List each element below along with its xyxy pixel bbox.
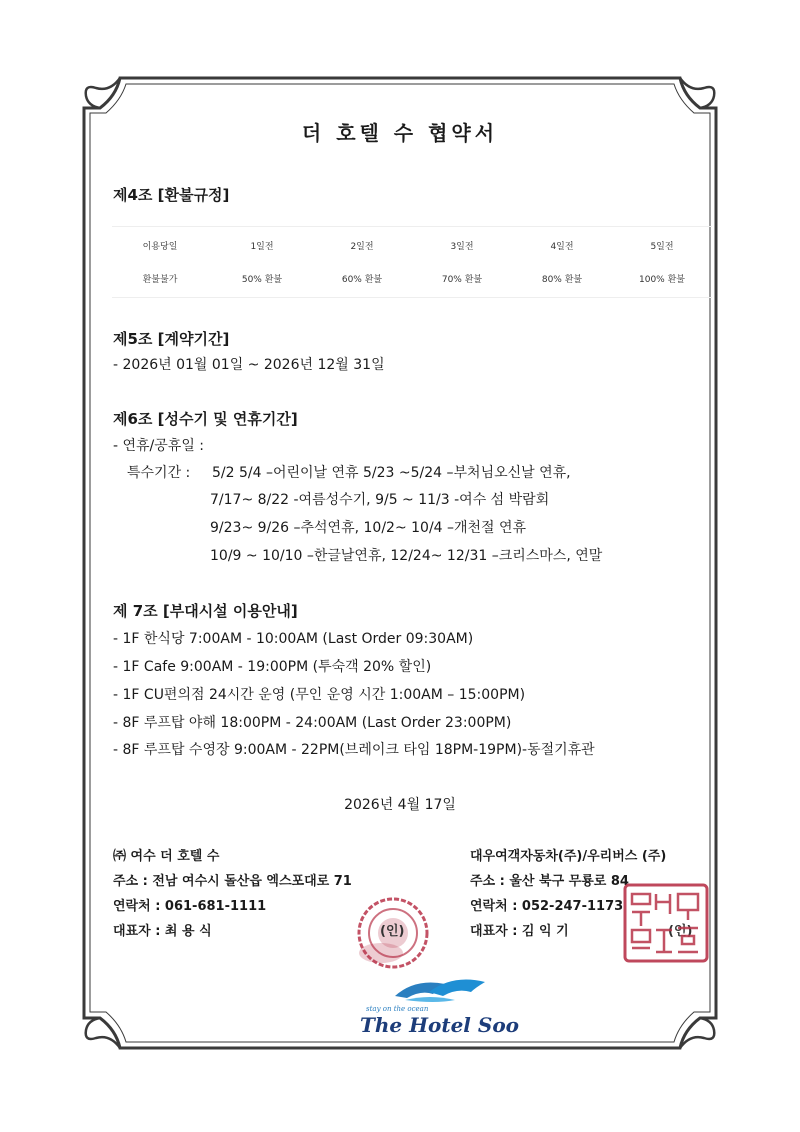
holiday-line: - 연휴/공휴일 : [113,438,205,454]
party-a-phone: 연락처 : 061-681-1111 [113,899,267,914]
table-cell: 50% 환불 [241,275,283,285]
signing-date: 2026년 4월 17일 [344,797,456,813]
article7-heading: 제 7조 [부대시설 이용안내] [113,602,298,620]
special-period-label: 특수기간 : [127,465,191,481]
facility-item: - 1F 한식당 7:00AM - 10:00AM (Last Order 09:30AM) [113,631,474,647]
table-cell: 환불불가 [142,275,178,285]
logo-tagline: stay on the ocean [366,1005,429,1013]
table-cell: 4일전 [550,242,574,252]
party-a-seal-mark: (인) [380,924,405,939]
logo-wordmark: The Hotel Soo [360,1013,519,1037]
special-period-line: 9/23~ 9/26 –추석연휴, 10/2~ 10/4 –개천절 연휴 [210,520,527,536]
party-b-representative: 대표자 : 김 익 기 [470,924,569,939]
special-period-line: 10/9 ~ 10/10 –한글날연휴, 12/24~ 12/31 –크리스마스, 연말 [210,548,603,564]
party-a-address: 주소 : 전남 여수시 돌산읍 엑스포대로 71 [113,874,352,889]
table-cell: 1일전 [250,242,274,252]
party-b-seal-stamp [622,882,710,964]
table-cell: 70% 환불 [441,275,483,285]
contract-period: - 2026년 01월 01일 ~ 2026년 12월 31일 [113,357,385,373]
table-cell: 80% 환불 [541,275,583,285]
refund-table [112,226,712,298]
party-b-phone: 연락처 : 052-247-1173 [470,899,624,914]
table-cell: 60% 환불 [341,275,383,285]
table-cell: 5일전 [650,242,674,252]
facility-item: - 1F Cafe 9:00AM - 19:00PM (투숙객 20% 할인) [113,659,432,675]
party-a-representative: 대표자 : 최 용 식 [113,924,212,939]
table-cell: 3일전 [450,242,474,252]
article5-heading: 제5조 [계약기간] [113,330,230,348]
facility-item: - 8F 루프탑 야해 18:00PM - 24:00AM (Last Order 23:00PM) [113,715,512,731]
table-cell: 100% 환불 [639,275,685,285]
party-a-name: ㈜ 여수 더 호텔 수 [113,849,220,864]
special-period-line: 5/2 5/4 –어린이날 연휴 5/23 ~5/24 –부처님오신날 연휴, [212,465,571,481]
dolphin-logo-icon [385,970,495,1010]
facility-item: - 1F CU편의점 24시간 운영 (무인 운영 시간 1:00AM – 15:00PM) [113,687,526,703]
document-title: 더 호텔 수 협약서 [301,121,499,145]
article4-heading: 제4조 [환불규정] [113,186,230,204]
party-b-seal-mark: (인) [668,924,693,939]
table-cell: 2일전 [350,242,374,252]
table-cell: 이용당일 [142,242,178,252]
facility-item: - 8F 루프탑 수영장 9:00AM - 22PM(브레이크 타임 18PM-19PM)-동절기휴관 [113,742,595,758]
special-period-line: 7/17~ 8/22 -여름성수기, 9/5 ~ 11/3 -여수 섬 박람회 [210,492,550,508]
party-b-name: 대우여객자동차(주)/우리버스 (주) [470,849,667,864]
party-b-address: 주소 : 울산 북구 무룡로 84 [470,874,629,889]
article6-heading: 제6조 [성수기 및 연휴기간] [113,410,298,428]
